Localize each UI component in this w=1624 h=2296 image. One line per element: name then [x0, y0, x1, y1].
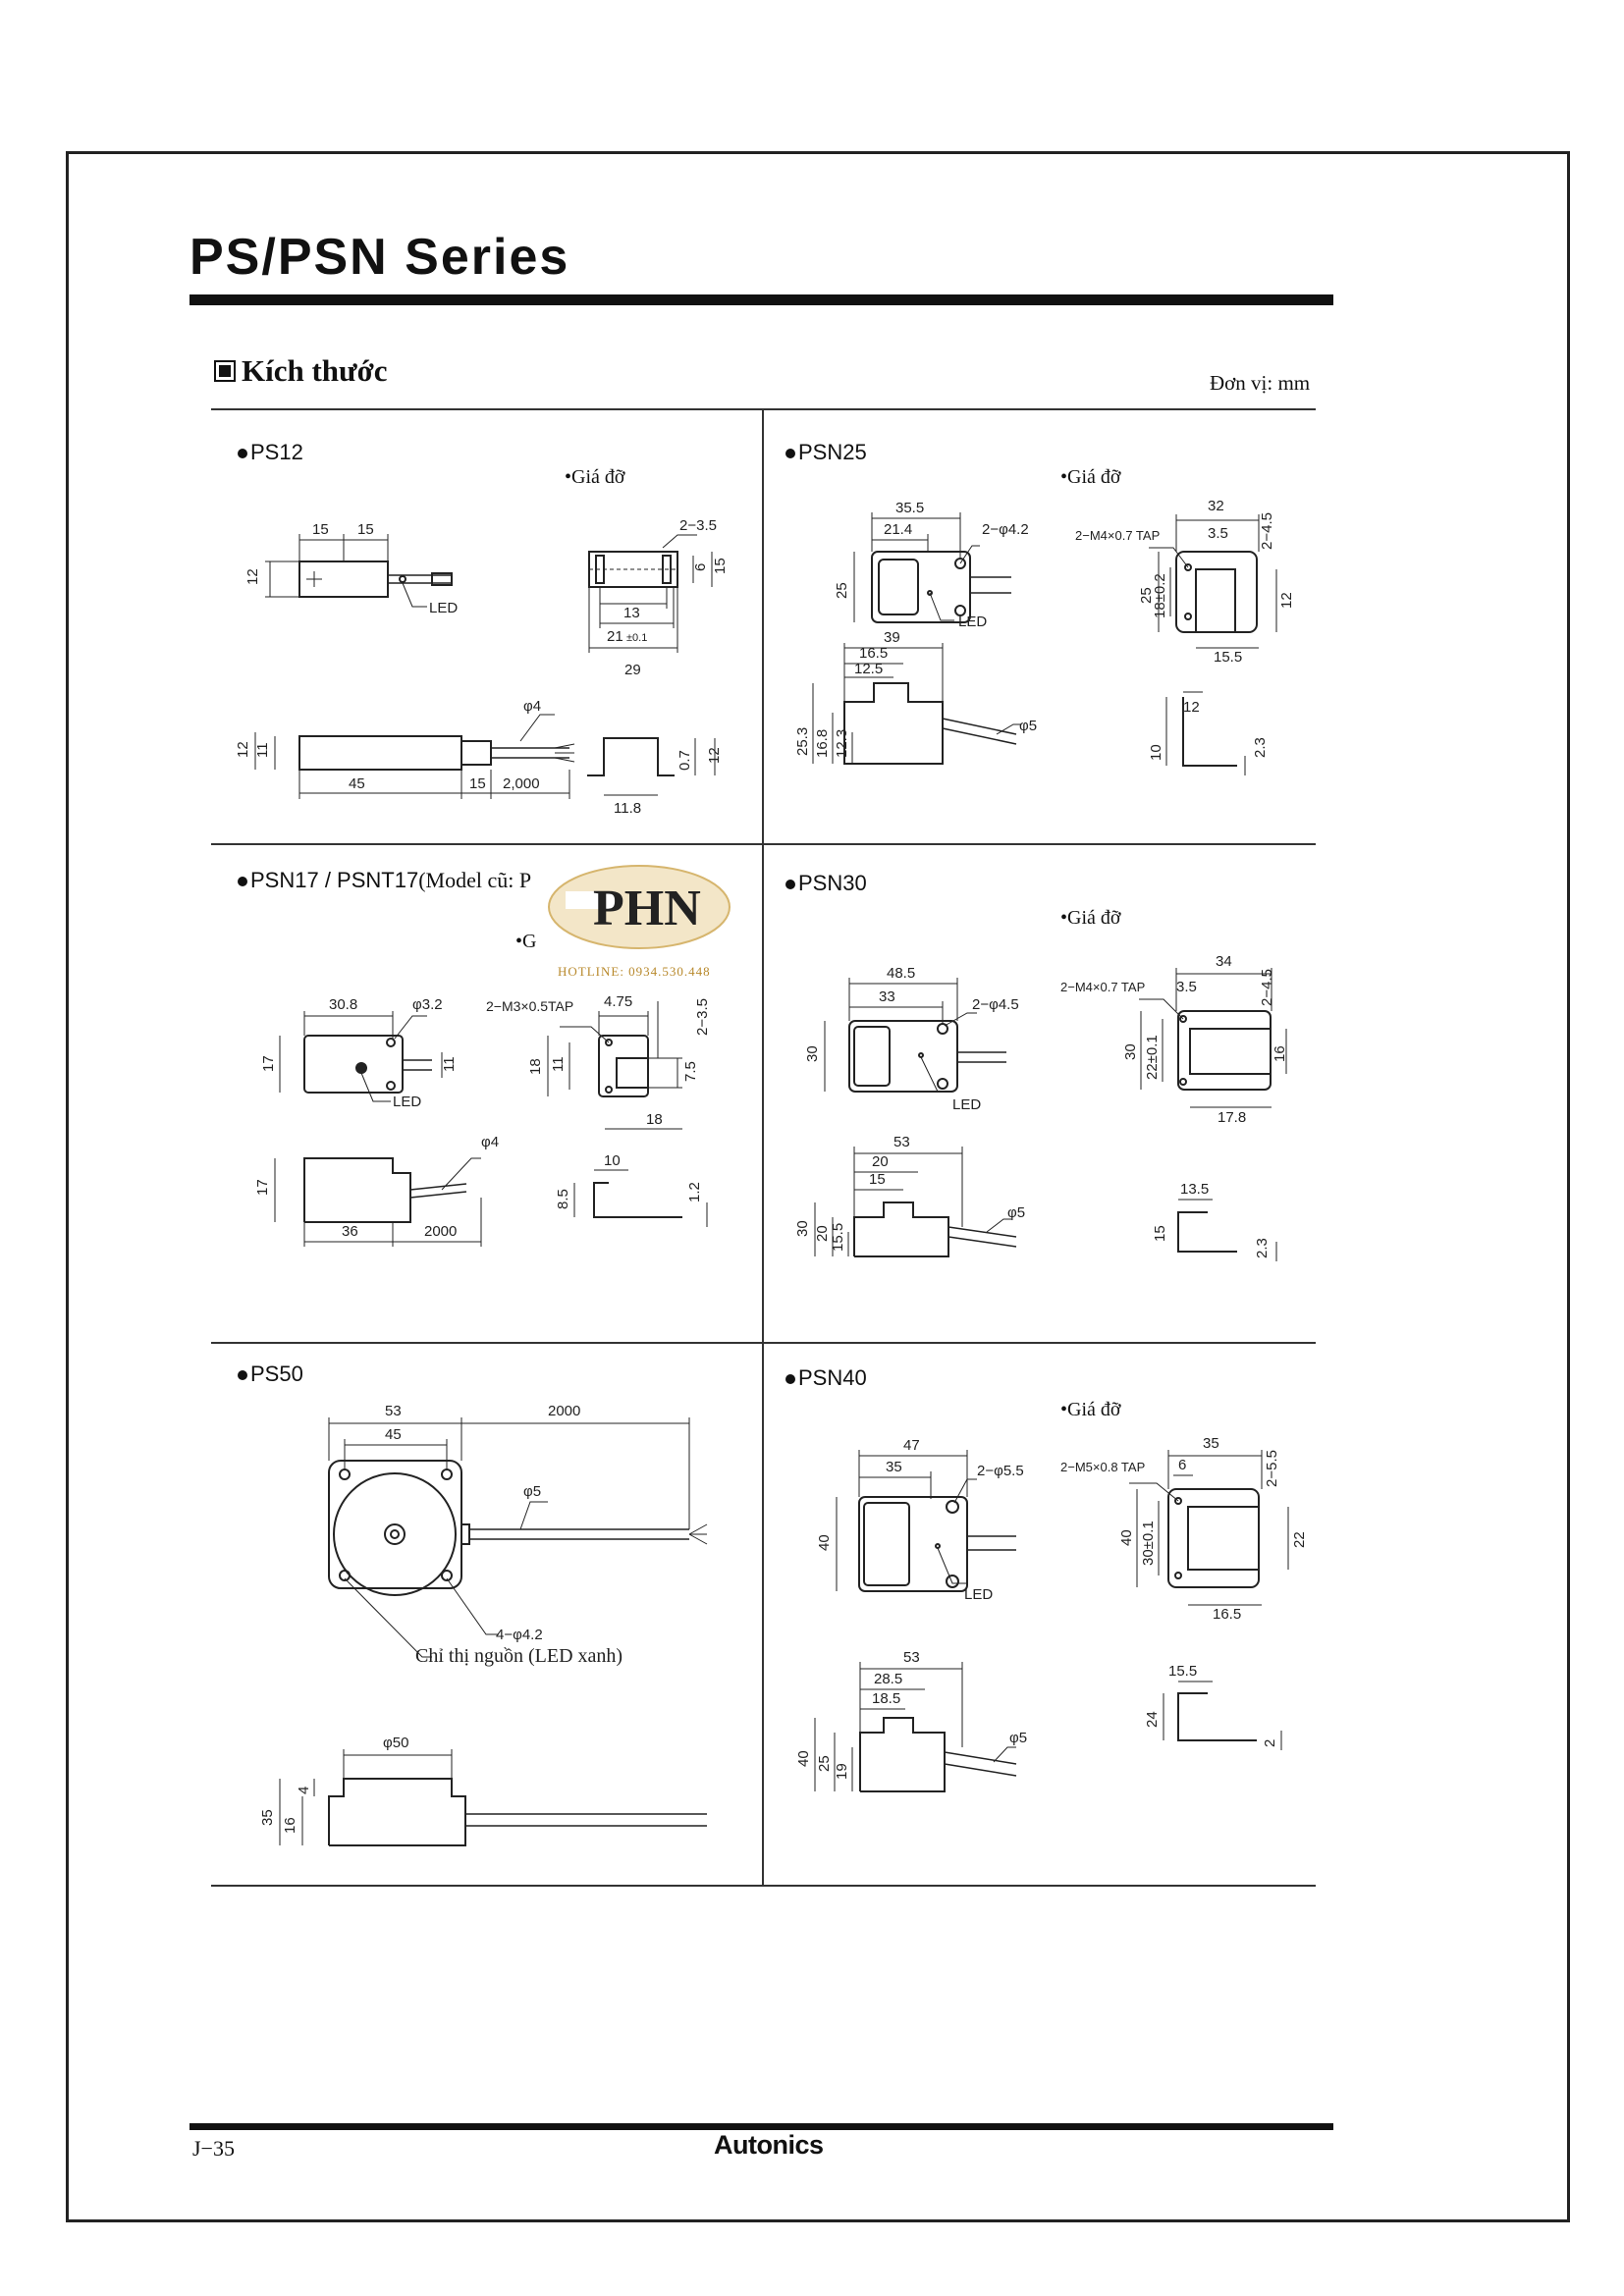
svg-text:20: 20	[814, 1225, 831, 1242]
svg-text:φ5: φ5	[523, 1483, 542, 1500]
model-note-psn17: (Model cũ: P	[418, 868, 532, 892]
svg-text:22: 22	[1291, 1531, 1308, 1548]
svg-text:18±0.2: 18±0.2	[1152, 573, 1168, 618]
svg-text:30: 30	[794, 1220, 811, 1237]
bracket-label-psn25: •Giá đỡ	[1060, 466, 1121, 488]
svg-text:2−φ5.5: 2−φ5.5	[977, 1463, 1024, 1479]
svg-text:2.3: 2.3	[1252, 737, 1269, 758]
svg-text:3.5: 3.5	[1208, 525, 1228, 542]
phn-watermark-logo	[546, 860, 732, 954]
svg-text:33: 33	[879, 988, 895, 1005]
svg-text:35: 35	[1203, 1435, 1219, 1452]
svg-text:30: 30	[804, 1045, 821, 1062]
svg-text:40: 40	[795, 1750, 812, 1767]
svg-text:3.5: 3.5	[1176, 979, 1197, 995]
svg-text:18.5: 18.5	[872, 1690, 901, 1707]
svg-text:4: 4	[296, 1786, 312, 1794]
model-psn17: PSN17 / PSNT17(Model cũ: P	[238, 868, 531, 893]
svg-text:30: 30	[1122, 1043, 1139, 1060]
drawing-ps12	[236, 491, 766, 825]
svg-text:2−4.5: 2−4.5	[1259, 969, 1275, 1006]
svg-text:19: 19	[834, 1763, 850, 1780]
svg-text:30±0.1: 30±0.1	[1140, 1521, 1157, 1566]
svg-text:13: 13	[623, 605, 640, 621]
svg-text:35: 35	[259, 1809, 276, 1826]
svg-text:2.3: 2.3	[1254, 1238, 1271, 1258]
svg-text:15.5: 15.5	[830, 1222, 846, 1252]
svg-text:11: 11	[550, 1056, 567, 1072]
svg-text:LED: LED	[958, 614, 988, 630]
svg-text:2−3.5: 2−3.5	[694, 998, 711, 1036]
svg-text:PHN: PHN	[593, 881, 701, 936]
svg-text:12: 12	[1278, 592, 1295, 609]
svg-text:6: 6	[1178, 1457, 1187, 1473]
grid-rule-bottom	[211, 1885, 1316, 1887]
bracket-label-ps12: •Giá đỡ	[565, 466, 625, 488]
svg-text:2−5.5: 2−5.5	[1264, 1450, 1280, 1487]
svg-text:2−3.5: 2−3.5	[679, 517, 717, 534]
svg-text:2000: 2000	[424, 1223, 458, 1240]
svg-text:φ3.2: φ3.2	[412, 996, 443, 1013]
svg-text:16.5: 16.5	[859, 645, 889, 662]
svg-text:12: 12	[244, 568, 261, 585]
svg-text:25.3: 25.3	[794, 726, 811, 756]
svg-text:53: 53	[893, 1134, 910, 1150]
svg-text:25: 25	[834, 582, 850, 599]
bullet-icon	[785, 449, 795, 458]
svg-text:Chỉ thị nguồn (LED xanh): Chỉ thị nguồn (LED xanh)	[415, 1645, 623, 1667]
svg-text:LED: LED	[952, 1096, 982, 1113]
model-psn40: PSN40	[785, 1365, 867, 1391]
svg-text:φ5: φ5	[1019, 718, 1038, 734]
svg-text:15: 15	[712, 558, 729, 574]
svg-text:15: 15	[869, 1171, 886, 1188]
svg-text:φ5: φ5	[1009, 1730, 1028, 1746]
bullet-icon	[238, 449, 247, 458]
model-ps50: PS50	[238, 1362, 303, 1387]
model-ps12: PS12	[238, 440, 303, 465]
svg-text:12: 12	[1183, 699, 1200, 716]
svg-text:4.75: 4.75	[604, 993, 633, 1010]
svg-text:35.5: 35.5	[895, 500, 925, 516]
svg-text:6: 6	[692, 562, 709, 571]
svg-text:17: 17	[260, 1055, 277, 1072]
svg-text:45: 45	[385, 1426, 402, 1443]
watermark-hotline: HOTLINE: 0934.530.448	[558, 964, 711, 979]
svg-text:53: 53	[385, 1403, 402, 1419]
drawing-psn17	[236, 982, 766, 1276]
brand-logo: Autonics	[714, 2130, 824, 2160]
model-psn25: PSN25	[785, 440, 867, 465]
svg-text:16: 16	[1272, 1045, 1288, 1062]
bullet-icon	[785, 880, 795, 889]
bracket-label-psn30: •Giá đỡ	[1060, 907, 1121, 929]
section-square-icon	[214, 360, 236, 382]
svg-text:34: 34	[1216, 953, 1232, 970]
svg-text:15: 15	[357, 521, 374, 538]
unit-label: Đơn vị: mm	[1210, 371, 1311, 395]
svg-text:±0.1: ±0.1	[626, 632, 648, 644]
svg-text:35: 35	[886, 1459, 902, 1475]
svg-text:15: 15	[312, 521, 329, 538]
page-title: PS/PSN Series	[189, 229, 570, 286]
svg-text:20: 20	[872, 1153, 889, 1170]
svg-text:12.5: 12.5	[854, 661, 884, 677]
svg-text:40: 40	[816, 1534, 833, 1551]
drawing-ps50	[236, 1394, 766, 1865]
svg-text:16.8: 16.8	[814, 728, 831, 758]
svg-text:2−M3×0.5TAP: 2−M3×0.5TAP	[486, 998, 574, 1014]
svg-text:48.5: 48.5	[887, 965, 916, 982]
svg-text:2−M5×0.8 TAP: 2−M5×0.8 TAP	[1060, 1460, 1146, 1474]
svg-text:15.5: 15.5	[1214, 649, 1243, 666]
svg-text:39: 39	[884, 629, 900, 646]
drawing-psn30	[776, 933, 1316, 1306]
section-title: Kích thước	[242, 353, 388, 388]
bullet-icon	[238, 1370, 247, 1380]
svg-text:1.2: 1.2	[686, 1182, 703, 1202]
svg-text:φ4: φ4	[481, 1134, 500, 1150]
svg-text:12: 12	[235, 741, 251, 758]
svg-text:2,000: 2,000	[503, 775, 540, 792]
svg-text:15: 15	[469, 775, 486, 792]
svg-text:29: 29	[624, 662, 641, 678]
svg-text:16.5: 16.5	[1213, 1606, 1242, 1623]
section-heading	[214, 353, 388, 389]
svg-text:φ5: φ5	[1007, 1204, 1026, 1221]
svg-text:2−φ4.5: 2−φ4.5	[972, 996, 1019, 1013]
svg-text:15: 15	[1152, 1225, 1168, 1242]
svg-text:30.8: 30.8	[329, 996, 358, 1013]
svg-text:φ50: φ50	[383, 1735, 409, 1751]
svg-text:45: 45	[349, 775, 365, 792]
svg-text:LED: LED	[393, 1094, 422, 1110]
svg-text:18: 18	[646, 1111, 663, 1128]
svg-text:25: 25	[1138, 587, 1155, 604]
svg-text:36: 36	[342, 1223, 358, 1240]
svg-text:4−φ4.2: 4−φ4.2	[496, 1627, 543, 1643]
bullet-icon	[238, 877, 247, 886]
svg-text:28.5: 28.5	[874, 1671, 903, 1687]
bullet-icon	[785, 1374, 795, 1384]
svg-text:17.8: 17.8	[1218, 1109, 1247, 1126]
drawing-psn25	[785, 491, 1316, 825]
svg-text:18: 18	[527, 1058, 544, 1075]
bracket-label-psn40: •Giá đỡ	[1060, 1399, 1121, 1420]
svg-text:17: 17	[254, 1179, 271, 1196]
svg-text:11: 11	[441, 1056, 458, 1072]
svg-text:16: 16	[282, 1817, 298, 1834]
svg-text:25: 25	[816, 1755, 833, 1772]
svg-text:2−M4×0.7 TAP: 2−M4×0.7 TAP	[1075, 528, 1161, 543]
svg-text:2−4.5: 2−4.5	[1259, 512, 1275, 550]
svg-text:53: 53	[903, 1649, 920, 1666]
svg-text:LED: LED	[964, 1586, 994, 1603]
svg-text:8.5: 8.5	[555, 1189, 571, 1209]
page-number: J−35	[192, 2136, 235, 2161]
svg-text:2−M4×0.7 TAP: 2−M4×0.7 TAP	[1060, 980, 1146, 994]
svg-text:0.7: 0.7	[677, 750, 693, 771]
svg-text:2−φ4.2: 2−φ4.2	[982, 521, 1029, 538]
svg-text:2000: 2000	[548, 1403, 581, 1419]
svg-text:21: 21	[607, 628, 623, 645]
svg-text:12: 12	[706, 747, 723, 764]
svg-text:LED: LED	[429, 600, 459, 616]
svg-text:10: 10	[1148, 744, 1164, 761]
svg-text:40: 40	[1118, 1529, 1135, 1546]
svg-text:7.5: 7.5	[682, 1061, 699, 1082]
svg-text:32: 32	[1208, 498, 1224, 514]
title-rule	[189, 294, 1333, 305]
svg-text:21.4: 21.4	[884, 521, 913, 538]
svg-text:12.3: 12.3	[834, 728, 850, 758]
svg-text:47: 47	[903, 1437, 920, 1454]
svg-text:15.5: 15.5	[1168, 1663, 1198, 1680]
drawing-psn40	[776, 1428, 1316, 1841]
svg-text:2: 2	[1262, 1738, 1278, 1747]
bracket-label-psn17: •G	[515, 931, 537, 952]
svg-text:22±0.1: 22±0.1	[1144, 1035, 1161, 1080]
svg-text:φ4: φ4	[523, 698, 542, 715]
svg-text:10: 10	[604, 1152, 621, 1169]
svg-text:13.5: 13.5	[1180, 1181, 1210, 1198]
svg-text:24: 24	[1144, 1711, 1161, 1728]
svg-text:11.8: 11.8	[614, 800, 642, 817]
svg-text:11: 11	[254, 742, 271, 758]
model-psn30: PSN30	[785, 871, 867, 896]
footer-rule	[189, 2123, 1333, 2130]
